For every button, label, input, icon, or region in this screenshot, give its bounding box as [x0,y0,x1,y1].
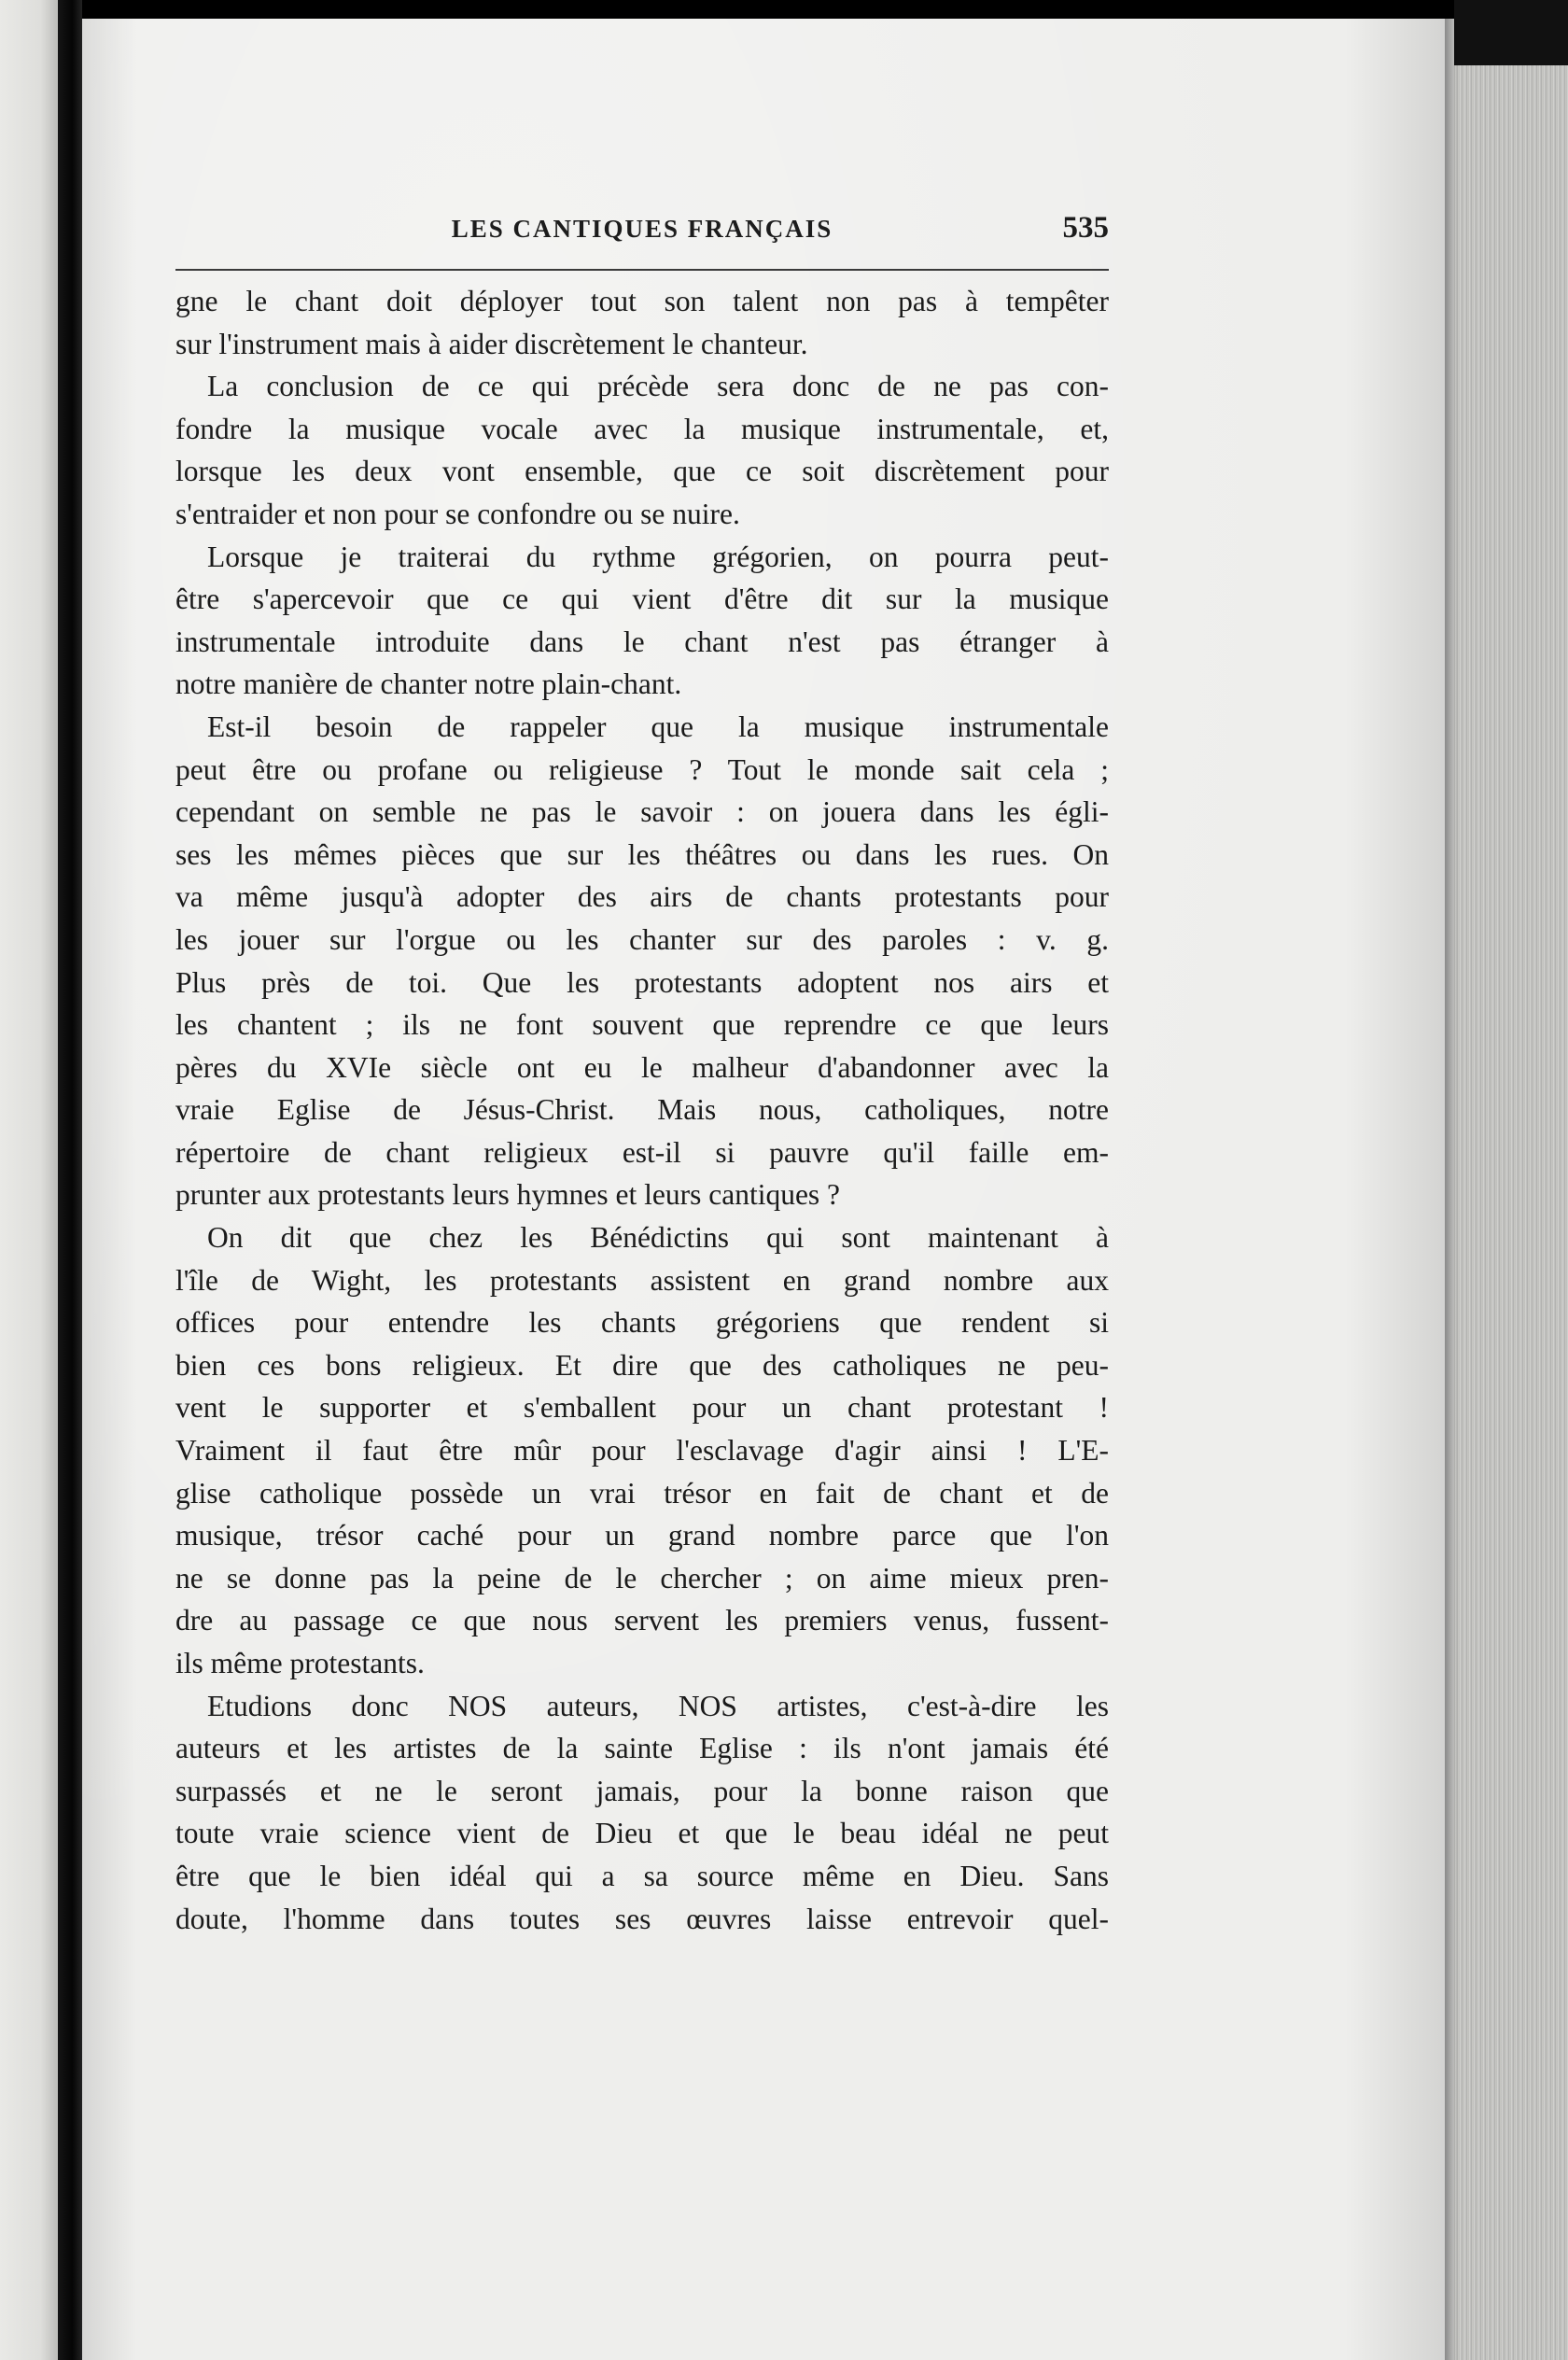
page-edge-shadow [1445,19,1458,2360]
page-number: 535 [1062,211,1109,245]
text-line: être s'apercevoir que ce qui vient d'être dit sur la musique [175,583,1109,616]
text-line: peut être ou profane ou religieuse ? Tout le monde sait cela ; [175,752,1109,786]
text-line: cependant on semble ne pas le savoir : on jouera dans les égli- [175,795,1109,829]
background-corner [1454,0,1568,65]
text-line: ne se donne pas la peine de le chercher ; on aime mieux pren- [175,1561,1109,1594]
paragraph [175,536,1109,706]
text-line: fondre la musique vocale avec la musique instrumentale, et, [175,412,1109,445]
text-line: Vraiment il faut être mûr pour l'esclavage d'agir ainsi ! L'E- [175,1434,1109,1468]
paragraph [175,706,1109,1216]
paragraph [175,365,1109,535]
header-rule [175,269,1109,271]
text-line: sur l'instrument mais à aider discrètement le chanteur. [175,327,808,360]
text-line: instrumentale introduite dans le chant n'est pas étranger à [175,625,1109,658]
text-line: musique, trésor caché pour un grand nombre parce que l'on [175,1519,1109,1552]
text-line: pères du XVIe siècle ont eu le malheur d'abandonner avec la [175,1050,1109,1084]
text-line: ses les mêmes pièces que sur les théâtres ou dans les rues. On [175,837,1109,871]
text-line: Plus près de toi. Que les protestants adoptent nos airs et [175,965,1109,999]
text-line: Lorsque je traiterai du rythme grégorien, on pourra peut- [207,540,1109,573]
text-line: auteurs et les artistes de la sainte Eglise : ils n'ont jamais été [175,1732,1109,1765]
paragraph [175,280,1109,365]
text-line: s'entraider et non pour se confondre ou se nuire. [175,497,740,530]
text-line: ils même protestants. [175,1647,425,1679]
text-line: notre manière de chanter notre plain-chant. [175,667,682,701]
text-line: offices pour entendre les chants grégoriens que rendent si [175,1306,1109,1340]
text-line: La conclusion de ce qui précède sera donc de ne pas con- [207,370,1109,403]
text-line: lorsque les deux vont ensemble, que ce soit discrètement pour [175,455,1109,488]
text-line: Etudions donc NOS auteurs, NOS artistes, c'est-à-dire les [207,1689,1109,1722]
text-line: On dit que chez les Bénédictins qui sont maintenant à [207,1221,1109,1255]
text-line: glise catholique possède un vrai trésor en fait de chant et de [175,1476,1109,1510]
facing-page-edge [0,0,58,2360]
text-line: bien ces bons religieux. Et dire que des catholiques ne peu- [175,1348,1109,1382]
text-line: vraie Eglise de Jésus-Christ. Mais nous, catholiques, notre [175,1093,1109,1127]
text-line: vent le supporter et s'emballent pour un chant protestant ! [175,1391,1109,1425]
text-line: répertoire de chant religieux est-il si pauvre qu'il faille em- [175,1135,1109,1169]
book-gutter [58,0,82,2360]
text-line: les chantent ; ils ne font souvent que reprendre ce que leurs [175,1008,1109,1042]
running-head-title: LES CANTIQUES FRANÇAIS [451,215,833,243]
running-head [175,211,1109,252]
paragraph [175,1216,1109,1685]
text-line: gne le chant doit déployer tout son talent non pas à tempêter [175,285,1109,317]
text-line: toute vraie science vient de Dieu et que le beau idéal ne peut [175,1817,1109,1850]
text-line: surpassés et ne le seront jamais, pour la bonne raison que [175,1774,1109,1807]
text-line: prunter aux protestants leurs hymnes et leurs cantiques ? [175,1178,841,1212]
text-line: Est-il besoin de rappeler que la musique instrumentale [207,709,1109,743]
text-line: être que le bien idéal qui a sa source même en Dieu. Sans [175,1859,1109,1892]
body-text [175,280,1109,1940]
text-line: les jouer sur l'orgue ou les chanter sur des paroles : v. g. [175,922,1109,956]
page-stack-edges [1454,65,1568,2360]
text-line: l'île de Wight, les protestants assistent en grand nombre aux [175,1263,1109,1297]
text-line: doute, l'homme dans toutes ses œuvres laisse entrevoir quel- [175,1902,1109,1935]
text-line: va même jusqu'à adopter des airs de chants protestants pour [175,880,1109,914]
text-line: dre au passage ce que nous servent les premiers venus, fussent- [175,1604,1109,1637]
paragraph [175,1685,1109,1941]
